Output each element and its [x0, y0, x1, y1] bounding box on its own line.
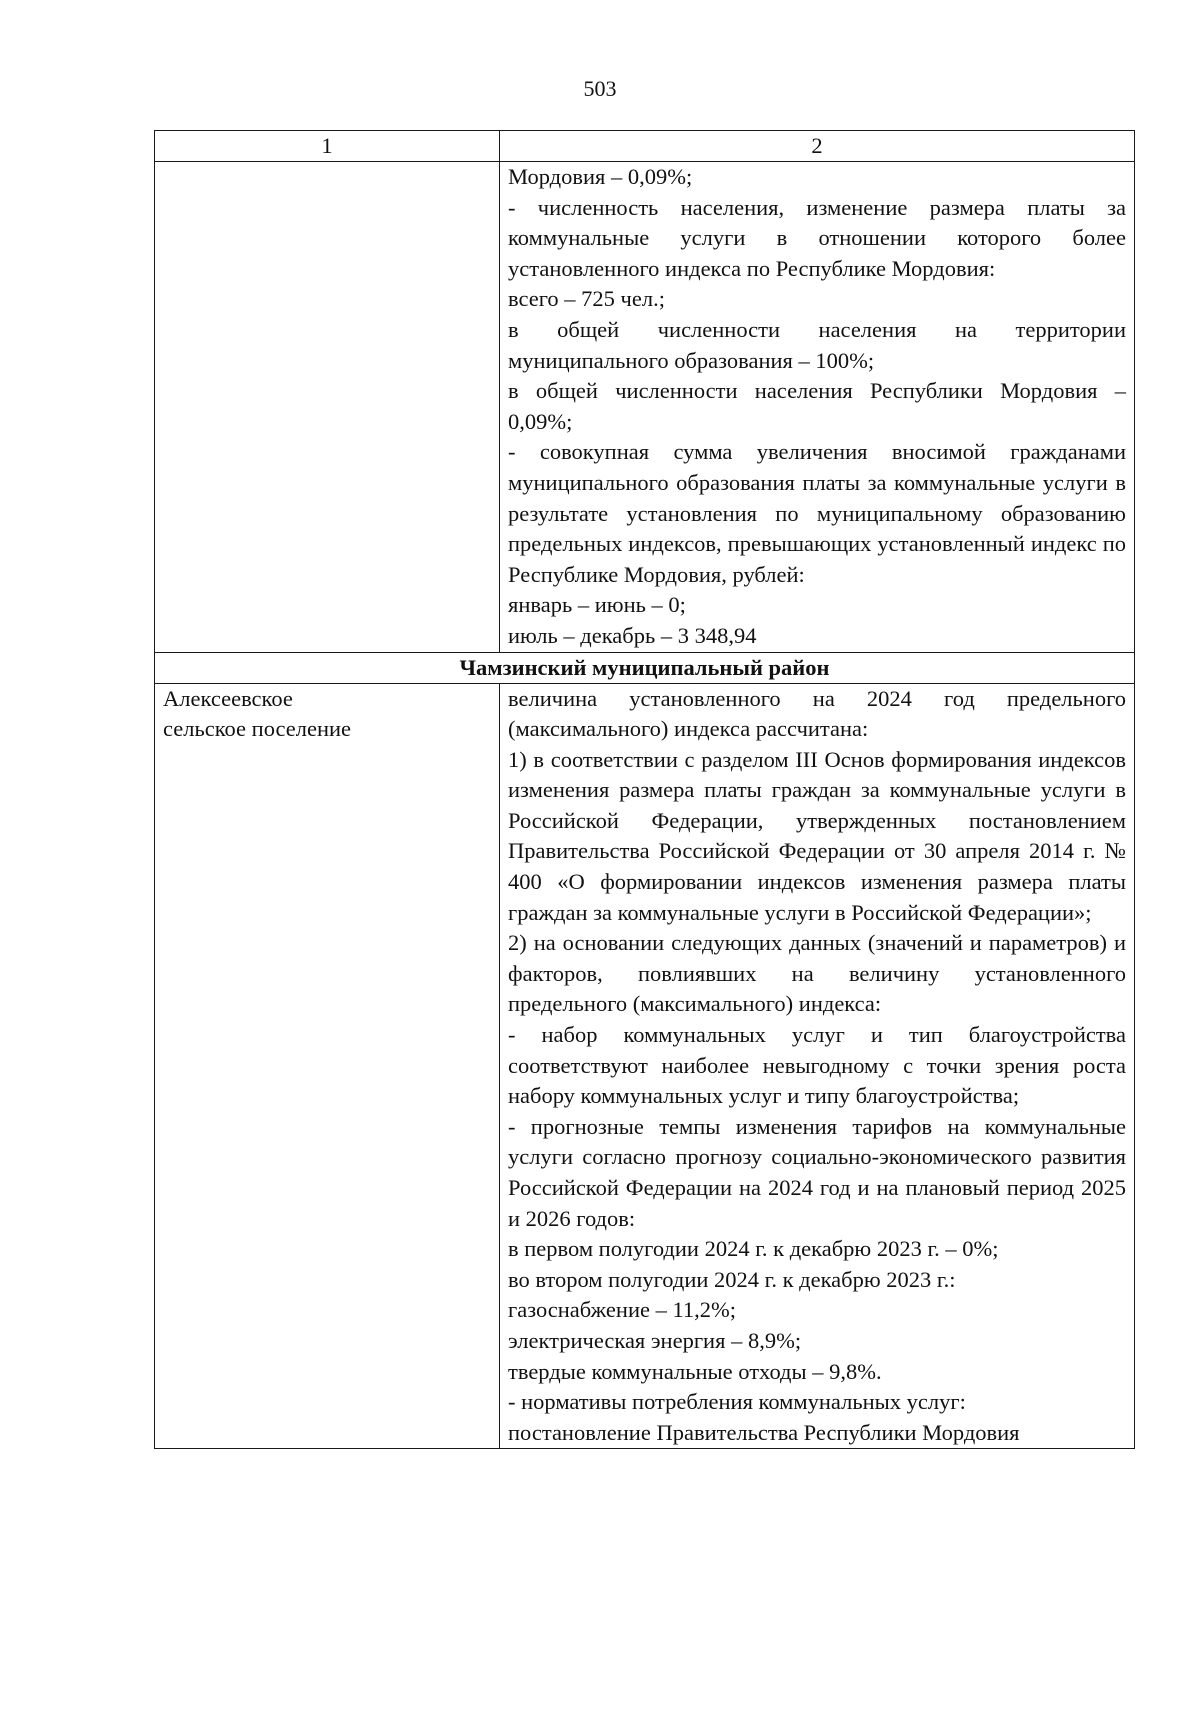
description-paragraph: - набор коммунальных услуг и тип благоустройства соответствуют наиболее невыгодному с точки зрения роста набору коммунальных услуг и типу благоустройства; — [508, 1022, 1126, 1109]
table-row — [155, 162, 1135, 653]
description-paragraph: - совокупная сумма увеличения вносимой гражданами муниципального образования платы за коммунальные услуги в результате установления по муниципальному образованию предельных индексов, превышающих установленный индекс по Республике Мордовия, рублей: — [508, 439, 1126, 587]
column-header-1: 1 — [155, 131, 500, 162]
description-paragraph: январь – июнь – 0; — [508, 592, 686, 618]
description-paragraph: газоснабжение – 11,2%; — [508, 1297, 737, 1323]
settlement-name-line: сельское поселение — [163, 716, 352, 742]
description-paragraph: электрическая энергия – 8,9%; — [508, 1327, 802, 1353]
description-paragraph: - нормативы потребления коммунальных услуг: — [508, 1389, 966, 1415]
description-paragraph: постановление Правительства Республики Мордовия — [508, 1419, 1020, 1445]
settlement-description-cell — [500, 683, 1135, 1449]
column-header-2: 2 — [500, 131, 1135, 162]
description-paragraph: в общей численности населения на территории муниципального образования – 100%; — [508, 316, 1126, 373]
description-paragraph: июль – декабрь – 3 348,94 — [508, 622, 757, 648]
page-number: 503 — [583, 76, 617, 101]
description-paragraph: во втором полугодии 2024 г. к декабрю 2023 г.: — [508, 1266, 956, 1292]
settlement-name-line: Алексеевское — [163, 685, 293, 711]
table-row — [155, 683, 1135, 1449]
index-table — [154, 130, 1135, 1449]
description-paragraph: всего – 725 чел.; — [508, 286, 665, 312]
description-paragraph: - прогнозные темпы изменения тарифов на коммунальные услуги согласно прогнозу социально-экономического развития Российской Федерации на 2024 год и на плановый период 2025 и 2026 годов: — [508, 1113, 1126, 1231]
description-paragraph: в первом полугодии 2024 г. к декабрю 2023 г. – 0%; — [508, 1236, 999, 1262]
description-paragraph: Мордовия – 0,09%; — [508, 164, 693, 189]
district-row — [155, 652, 1135, 683]
description-paragraph: 1) в соответствии с разделом III Основ формирования индексов изменения размера платы граждан за коммунальные услуги в Российской Федерации, утвержденных постановлением Правительства Российской Федерации от 30 апреля 2014 г. № 400 «О формировании индексов изменения размера платы граждан за коммунальные услуги в Российской Федерации»; — [508, 746, 1126, 925]
description-paragraph: 2) на основании следующих данных (значений и параметров) и факторов, повлиявших на величину установленного предельного (максимального) индекса: — [508, 930, 1126, 1017]
table-header-row — [155, 131, 1135, 162]
description-paragraph: величина установленного на 2024 год предельного (максимального) индекса рассчитана: — [508, 685, 1126, 742]
district-title: Чамзинский муниципальный район — [155, 652, 1135, 683]
description-paragraph: твердые коммунальные отходы – 9,8%. — [508, 1358, 882, 1384]
description-paragraph: - численность населения, изменение размера платы за коммунальные услуги в отношении которого более установленного индекса по Республике Мордовия: — [508, 194, 1126, 281]
settlement-name-cell — [155, 683, 500, 1449]
continuation-name-cell — [155, 162, 500, 653]
continuation-description-cell — [500, 162, 1135, 653]
description-paragraph: в общей численности населения Республики Мордовия – 0,09%; — [508, 378, 1126, 434]
